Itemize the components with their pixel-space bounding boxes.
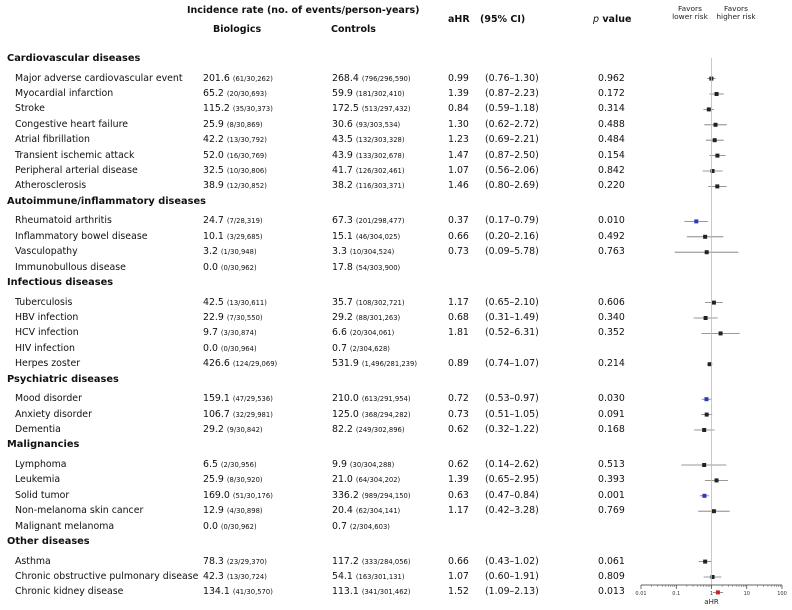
x-tick-label: 100	[777, 591, 787, 597]
controls-events: (2/304,628)	[349, 344, 390, 353]
ci-value: (0.43–1.02)	[485, 555, 539, 567]
ci-value: (0.62–2.72)	[485, 118, 539, 130]
controls-events: (132/303,328)	[355, 136, 405, 145]
ahr-value: 0.63	[448, 489, 469, 501]
controls-rate: 113.1	[332, 586, 359, 598]
row-label: Vasculopathy	[15, 246, 78, 258]
biologics-events: (1/30,948)	[220, 248, 257, 257]
ci-value: (0.74–1.07)	[485, 358, 539, 370]
biologics-events: (32/29,981)	[232, 410, 273, 419]
ahr-value: 0.99	[448, 72, 469, 84]
controls-events: (989/294,150)	[361, 491, 411, 500]
ci-value: (0.80–2.69)	[485, 180, 539, 192]
biologics-rate: 169.0	[203, 489, 230, 501]
controls-rate: 29.2	[332, 312, 353, 323]
p-value: 0.393	[598, 474, 625, 486]
ci-value: (0.51–1.05)	[485, 408, 539, 420]
controls-rate: 0.7	[332, 520, 347, 532]
biologics-events: (35/30,373)	[232, 105, 273, 114]
biologics-events: (0/30,962)	[220, 522, 257, 531]
ahr-value: 1.47	[448, 149, 469, 161]
p-value: 0.172	[598, 88, 625, 99]
ahr-value: 0.72	[448, 393, 469, 405]
biologics-events: (9/30,842)	[226, 426, 263, 434]
controls-events: (341/301,462)	[361, 588, 411, 597]
p-italic: p	[593, 14, 600, 25]
ci-value: (0.65–2.10)	[485, 296, 539, 308]
controls-events: (62/304,141)	[355, 507, 401, 516]
ci-value: (0.53–0.97)	[485, 393, 539, 405]
controls-rate: 38.2	[332, 180, 353, 192]
section-title: Malignancies	[7, 439, 80, 451]
p-value: 0.763	[598, 246, 625, 258]
ahr-value: 1.07	[448, 571, 469, 582]
biologics-events: (61/30,262)	[232, 74, 273, 83]
p-value: 0.842	[598, 165, 625, 176]
controls-events: (2/304,603)	[349, 522, 390, 531]
controls-events: (796/296,590)	[361, 74, 411, 83]
biologics-rate: 106.7	[203, 408, 230, 420]
ci-value: (0.14–2.62)	[485, 459, 539, 470]
row-label: Chronic obstructive pulmonary disease	[15, 571, 199, 582]
hr-marker	[716, 590, 720, 594]
biologics-events: (10/30,806)	[226, 167, 267, 175]
ci-value: (0.65–2.95)	[485, 474, 539, 486]
x-axis-label: aHR	[704, 598, 719, 606]
hr-marker	[705, 250, 709, 254]
controls-rate: 82.2	[332, 424, 353, 435]
controls-rate: 3.3	[332, 246, 347, 258]
ci-value: (0.17–0.79)	[485, 215, 539, 227]
biologics-events: (3/29,685)	[226, 232, 263, 241]
biologics-events: (0/30,962)	[220, 263, 257, 272]
p-value: 0.214	[598, 358, 625, 370]
p-value: 0.769	[598, 505, 625, 517]
controls-events: (10/304,524)	[349, 248, 395, 257]
ahr-value: 1.23	[448, 134, 469, 146]
hr-marker	[703, 235, 707, 239]
biologics-rate: 25.9	[203, 474, 224, 486]
controls-events: (249/302,896)	[355, 426, 405, 434]
p-value: 0.492	[598, 230, 625, 242]
hr-marker	[719, 331, 723, 335]
hr-marker	[705, 413, 709, 417]
controls-rate: 15.1	[332, 230, 353, 242]
controls-events: (46/304,025)	[355, 232, 401, 241]
p-value: 0.513	[598, 459, 625, 470]
p-value: 0.314	[598, 103, 625, 115]
row-label: Inflammatory bowel disease	[15, 230, 148, 242]
controls-rate: 54.1	[332, 571, 353, 582]
biologics-events: (51/30,176)	[232, 491, 273, 500]
biologics-rate: 29.2	[203, 424, 224, 435]
row-label: Peripheral arterial disease	[15, 165, 138, 176]
ci-value: (0.09–5.78)	[485, 246, 539, 258]
hr-marker	[715, 478, 719, 482]
ahr-value: 1.46	[448, 180, 469, 192]
ahr-value: 1.17	[448, 296, 469, 308]
p-value: 0.010	[598, 215, 625, 227]
ahr-value: 0.66	[448, 230, 469, 242]
controls-rate: 531.9	[332, 358, 359, 370]
biologics-events: (13/30,724)	[226, 573, 267, 581]
hr-marker	[712, 301, 716, 305]
ahr-value: 1.52	[448, 586, 469, 598]
row-label: Congestive heart failure	[15, 118, 128, 130]
p-value-rest: value	[599, 14, 632, 25]
row-label: Anxiety disorder	[15, 408, 92, 420]
ahr-value: 0.62	[448, 459, 469, 470]
ci-value: (0.20–2.16)	[485, 230, 539, 242]
controls-events: (108/302,721)	[355, 298, 405, 307]
hr-marker	[703, 560, 707, 564]
controls-events: (20/304,061)	[349, 329, 395, 338]
ci-value: (0.42–3.28)	[485, 505, 539, 517]
ahr-value: 0.89	[448, 358, 469, 370]
ahr-value: 1.30	[448, 118, 469, 130]
ci-value: (0.47–0.84)	[485, 489, 539, 501]
row-label: Leukemia	[15, 474, 61, 486]
ci-value: (0.87–2.23)	[485, 88, 539, 99]
controls-rate: 59.9	[332, 88, 353, 99]
controls-rate: 41.7	[332, 165, 353, 176]
controls-events: (1,496/281,239)	[361, 360, 417, 369]
biologics-rate: 10.1	[203, 230, 224, 242]
controls-rate: 0.7	[332, 342, 347, 354]
biologics-events: (0/30,964)	[220, 344, 257, 353]
ci-value: (1.09–2.13)	[485, 586, 539, 598]
biologics-rate: 134.1	[203, 586, 230, 598]
row-label: Atrial fibrillation	[15, 134, 90, 146]
row-label: Non-melanoma skin cancer	[15, 505, 144, 517]
hr-marker	[712, 509, 716, 513]
row-label: HBV infection	[15, 312, 79, 323]
row-label: Chronic kidney disease	[15, 586, 124, 598]
biologics-rate: 38.9	[203, 180, 224, 192]
biologics-events: (7/30,550)	[226, 314, 263, 322]
controls-header: Controls	[331, 24, 376, 35]
ahr-value: 0.73	[448, 246, 469, 258]
controls-events: (181/302,410)	[355, 90, 405, 98]
controls-rate: 43.9	[332, 149, 353, 161]
biologics-rate: 42.3	[203, 571, 224, 582]
biologics-events: (13/30,611)	[226, 298, 267, 307]
ahr-value: 1.17	[448, 505, 469, 517]
row-label: Lymphoma	[15, 459, 67, 470]
ci-value: (0.59–1.18)	[485, 103, 539, 115]
biologics-events: (16/30,769)	[226, 151, 267, 160]
controls-rate: 172.5	[332, 103, 359, 115]
row-label: Mood disorder	[15, 393, 82, 405]
controls-events: (30/304,288)	[349, 461, 395, 469]
hr-marker	[715, 92, 719, 96]
row-label: HCV infection	[15, 327, 79, 339]
biologics-rate: 426.6	[203, 358, 230, 370]
controls-events: (163/301,131)	[355, 573, 405, 581]
controls-rate: 125.0	[332, 408, 359, 420]
x-tick-label: 10	[743, 591, 750, 597]
row-label: Myocardial infarction	[15, 88, 114, 99]
controls-rate: 30.6	[332, 118, 353, 130]
controls-rate: 336.2	[332, 489, 359, 501]
section-title: Infectious diseases	[7, 277, 114, 288]
ci-value: (0.56–2.06)	[485, 165, 539, 176]
ci-value: (0.69–2.21)	[485, 134, 539, 146]
controls-rate: 117.2	[332, 555, 359, 567]
ci-value: (0.76–1.30)	[485, 72, 539, 84]
biologics-events: (4/30,898)	[226, 507, 263, 516]
biologics-events: (47/29,536)	[232, 395, 273, 404]
p-value: 0.220	[598, 180, 625, 192]
biologics-rate: 0.0	[203, 342, 218, 354]
section-title: Cardiovascular diseases	[7, 53, 141, 64]
ci-value: (0.32–1.22)	[485, 424, 539, 435]
p-value: 0.340	[598, 312, 625, 323]
biologics-rate: 32.5	[203, 165, 224, 176]
hr-marker	[702, 494, 706, 498]
ahr-value: 0.66	[448, 555, 469, 567]
controls-rate: 9.9	[332, 459, 347, 470]
biologics-events: (2/30,956)	[220, 461, 257, 469]
row-label: Major adverse cardiovascular event	[15, 72, 183, 84]
row-label: Herpes zoster	[15, 358, 81, 370]
p-value: 0.030	[598, 393, 625, 405]
controls-events: (126/302,461)	[355, 167, 405, 175]
controls-events: (333/284,056)	[361, 557, 411, 566]
ci-value: (0.52–6.31)	[485, 327, 539, 339]
biologics-header: Biologics	[213, 24, 262, 35]
hr-marker	[715, 154, 719, 158]
hr-marker	[704, 397, 708, 401]
controls-rate: 67.3	[332, 215, 353, 227]
incidence-rate-header: Incidence rate (no. of events/person-years)	[187, 5, 420, 16]
x-tick-label: 0.01	[635, 591, 647, 597]
ahr-header: aHR	[448, 14, 470, 25]
biologics-rate: 201.6	[203, 72, 230, 84]
ci-value: (0.87–2.50)	[485, 149, 539, 161]
section-title: Psychiatric diseases	[7, 373, 119, 385]
p-value: 0.061	[598, 555, 625, 567]
p-value: 0.168	[598, 424, 625, 435]
biologics-rate: 12.9	[203, 505, 224, 517]
controls-events: (201/298,477)	[355, 217, 405, 226]
biologics-events: (7/28,319)	[226, 217, 263, 226]
controls-rate: 6.6	[332, 327, 347, 339]
biologics-rate: 24.7	[203, 215, 224, 227]
p-value: 0.154	[598, 149, 625, 161]
controls-rate: 21.0	[332, 474, 353, 486]
ci-value: (0.31–1.49)	[485, 312, 539, 323]
biologics-rate: 115.2	[203, 103, 230, 115]
hr-marker	[704, 316, 708, 320]
p-value: 0.962	[598, 72, 625, 84]
ahr-value: 0.84	[448, 103, 469, 115]
p-value: 0.091	[598, 408, 625, 420]
biologics-rate: 42.5	[203, 296, 224, 308]
row-label: Rheumatoid arthritis	[15, 215, 112, 227]
biologics-rate: 0.0	[203, 520, 218, 532]
x-tick-label: 0.1	[672, 591, 681, 597]
hr-marker	[713, 138, 717, 142]
p-value: 0.352	[598, 327, 625, 339]
favors-lower-line1: Favors	[678, 4, 702, 13]
ci-value: (0.60–1.91)	[485, 571, 539, 582]
ci-header: (95% CI)	[480, 14, 526, 25]
controls-rate: 43.5	[332, 134, 353, 146]
controls-rate: 20.4	[332, 505, 353, 517]
p-value: 0.001	[598, 489, 625, 501]
row-label: Immunobullous disease	[15, 261, 126, 273]
row-label: Dementia	[15, 424, 61, 435]
controls-rate: 17.8	[332, 261, 353, 273]
biologics-rate: 9.7	[203, 327, 218, 339]
row-label: Stroke	[15, 103, 45, 115]
hr-marker	[694, 219, 698, 223]
biologics-events: (12/30,852)	[226, 182, 267, 191]
row-label: Solid tumor	[15, 489, 70, 501]
biologics-rate: 25.9	[203, 118, 224, 130]
p-value: 0.809	[598, 571, 625, 582]
row-label: Atherosclerosis	[15, 180, 87, 192]
row-label: Tuberculosis	[15, 296, 73, 308]
row-label: Transient ischemic attack	[15, 149, 135, 161]
x-tick-label: 1	[709, 591, 714, 597]
biologics-events: (124/29,069)	[232, 360, 278, 369]
controls-rate: 268.4	[332, 72, 359, 84]
p-value: 0.013	[598, 586, 625, 598]
biologics-rate: 65.2	[203, 88, 224, 99]
controls-events: (613/291,954)	[361, 395, 411, 404]
ahr-value: 1.39	[448, 474, 469, 486]
controls-events: (133/302,678)	[355, 151, 405, 160]
controls-events: (513/297,432)	[361, 105, 411, 114]
biologics-rate: 3.2	[203, 246, 218, 258]
hr-marker	[714, 123, 718, 127]
biologics-rate: 78.3	[203, 555, 224, 567]
favors-higher-line1: Favors	[724, 4, 748, 13]
biologics-rate: 159.1	[203, 393, 230, 405]
ahr-value: 1.39	[448, 88, 469, 99]
biologics-events: (3/30,874)	[220, 329, 257, 338]
biologics-events: (41/30,570)	[232, 588, 273, 597]
controls-events: (93/303,534)	[355, 120, 401, 129]
hr-marker	[702, 463, 706, 467]
row-label: Malignant melanoma	[15, 520, 115, 532]
ahr-value: 0.68	[448, 312, 469, 323]
controls-events: (116/303,371)	[355, 182, 405, 191]
biologics-events: (23/29,370)	[226, 557, 267, 566]
p-value: 0.484	[598, 134, 625, 146]
hr-marker	[707, 107, 711, 111]
biologics-rate: 52.0	[203, 149, 224, 161]
ahr-value: 0.62	[448, 424, 469, 435]
biologics-rate: 0.0	[203, 261, 218, 273]
biologics-rate: 22.9	[203, 312, 224, 323]
ahr-value: 0.73	[448, 408, 469, 420]
hr-marker	[715, 184, 719, 188]
section-title: Autoimmune/inflammatory diseases	[7, 195, 206, 207]
row-label: HIV infection	[15, 342, 75, 354]
p-value: 0.606	[598, 296, 625, 308]
favors-higher-line2: higher risk	[716, 12, 756, 21]
biologics-rate: 42.2	[203, 134, 224, 146]
biologics-events: (13/30,792)	[226, 136, 267, 145]
biologics-rate: 6.5	[203, 459, 218, 470]
ahr-value: 1.81	[448, 327, 469, 339]
controls-rate: 35.7	[332, 296, 353, 308]
controls-events: (368/294,282)	[361, 410, 411, 419]
controls-rate: 210.0	[332, 393, 359, 405]
biologics-events: (8/30,869)	[226, 120, 263, 129]
ahr-value: 1.07	[448, 165, 469, 176]
row-label: Asthma	[15, 555, 51, 567]
p-value: 0.488	[598, 118, 625, 130]
controls-events: (88/301,263)	[355, 314, 401, 322]
biologics-events: (8/30,920)	[226, 476, 263, 485]
controls-events: (54/303,900)	[355, 263, 401, 272]
hr-marker	[702, 428, 706, 432]
section-title: Other diseases	[7, 536, 90, 547]
controls-events: (64/304,202)	[355, 476, 401, 485]
favors-lower-line2: lower risk	[672, 12, 708, 21]
biologics-events: (20/30,693)	[226, 90, 267, 98]
ahr-value: 0.37	[448, 215, 469, 227]
